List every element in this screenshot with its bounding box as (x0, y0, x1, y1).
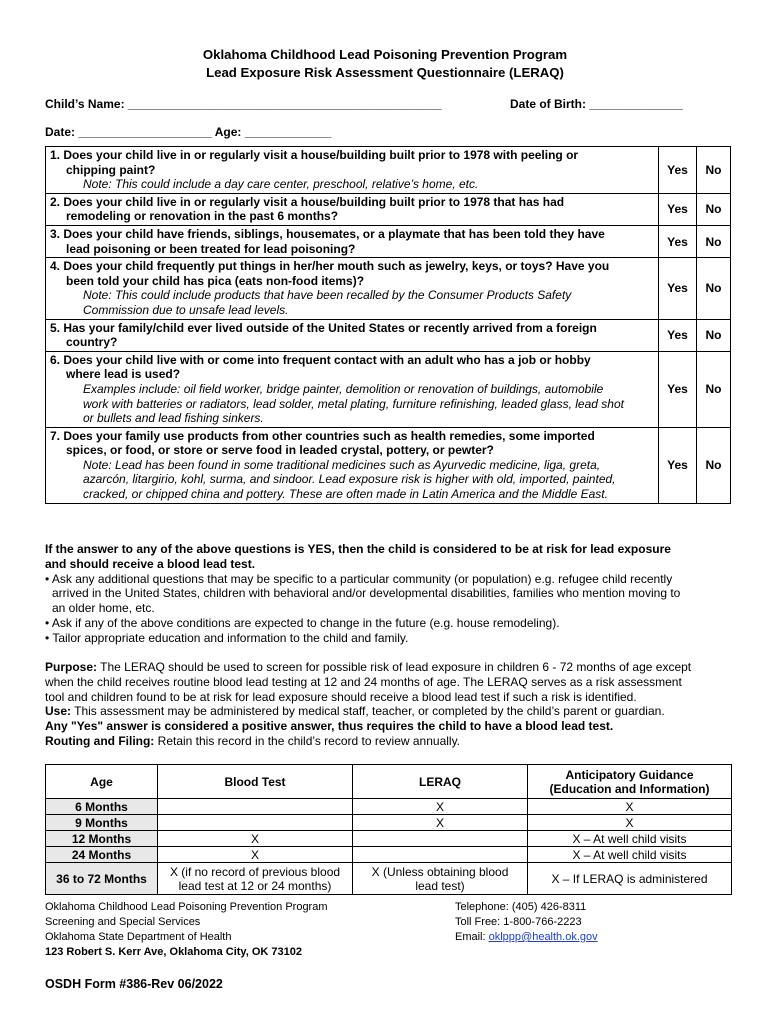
row-age: 9 Months (46, 815, 158, 831)
question-text (46, 319, 659, 351)
question-text (46, 225, 659, 257)
schedule-row (46, 799, 732, 815)
yes-option[interactable]: Yes (659, 258, 697, 319)
question-line: remodeling or renovation in the past 6 months? (66, 209, 339, 224)
page-subtitle: Lead Exposure Risk Assessment Questionnaire (LERAQ) (206, 65, 564, 80)
footer-phone: Telephone: (405) 426-8311 (455, 901, 587, 913)
question-line: 4. Does your child frequently put things in her/her mouth such as jewelry, keys, or toys? Have you (50, 259, 610, 274)
header-blood-test: Blood Test (158, 765, 353, 799)
row-guide: X – At well child visits (528, 831, 732, 847)
row-age: 6 Months (46, 799, 158, 815)
row-age: 36 to 72 Months (46, 863, 158, 895)
question-line: chipping paint? (66, 162, 156, 177)
question-text (46, 258, 659, 319)
question-note: Note: This could include a day care center, preschool, relative’s home, etc. (83, 177, 479, 192)
yes-option[interactable]: Yes (659, 319, 697, 351)
header-age: Age (46, 765, 158, 799)
row-guide: X (528, 815, 732, 831)
row-blood-line-1: X (if no record of previous blood (169, 864, 341, 879)
schedule-row (46, 847, 732, 863)
questionnaire-table (45, 146, 731, 504)
row-leraq (353, 863, 528, 895)
footer-email-label: Email: (455, 931, 489, 943)
question-row (46, 147, 731, 194)
footer-contact (455, 900, 598, 945)
risk-bullet-line: • Tailor appropriate education and information to the child and family. (45, 630, 409, 645)
purpose-line-1: The LERAQ should be used to screen for possible risk of lead exposure in children 6 - 72 months of age except (97, 660, 692, 674)
use-text: This assessment may be administered by medical staff, teacher, or completed by the child’s parent or guardian. (71, 704, 665, 719)
question-row (46, 319, 731, 351)
question-note: or bullets and lead fishing sinkers. (83, 411, 264, 426)
row-age: 24 Months (46, 847, 158, 863)
row-guide: X – At well child visits (528, 847, 732, 863)
question-note: azarcón, litargirio, kohl, surma, and sindoor. Lead exposure risk is higher with old, imported, painted, (83, 472, 616, 487)
question-line: country? (66, 335, 118, 350)
schedule-row (46, 831, 732, 847)
question-text (46, 351, 659, 427)
row-blood-line-2: lead test at 12 or 24 months) (178, 878, 332, 893)
positive-answer-note: Any "Yes" answer is considered a positive answer, thus requires the child to have a blood lead test. (45, 719, 614, 734)
question-note: Commission due to unsafe lead levels. (83, 302, 289, 317)
no-option[interactable]: No (697, 225, 731, 257)
risk-section (45, 542, 735, 646)
header-guidance-line-2: (Education and Information) (549, 781, 710, 796)
question-line: 1. Does your child live in or regularly visit a house/building built prior to 1978 with peeling or (50, 148, 579, 162)
question-note: Note: Lead has been found in some traditional medicines such as Ayurvedic medicine, liga, greta, (83, 457, 601, 472)
no-option[interactable]: No (697, 258, 731, 319)
risk-bullet-line: arrived in the United States, children with behavioral and/or developmental disabilities, families who mention moving to (52, 586, 681, 601)
question-note: Note: This could include products that have been recalled by the Consumer Products Safety (83, 288, 572, 303)
purpose-line-2: when the child receives routine blood lead testing at 12 and 24 months of age. The LERAQ serves as a risk assessment (45, 674, 682, 689)
child-name-field[interactable]: Child’s Name: _______________________________________________ (45, 97, 442, 111)
question-text (46, 193, 659, 225)
schedule-table (45, 764, 732, 895)
routing-label: Routing and Filing: (45, 733, 155, 748)
purpose-label: Purpose: (45, 660, 98, 674)
question-row (46, 258, 731, 319)
row-blood: X (158, 847, 353, 863)
yes-option[interactable]: Yes (659, 225, 697, 257)
question-line: where lead is used? (66, 367, 181, 382)
footer-address: 123 Robert S. Kerr Ave, Oklahoma City, OK 73102 (45, 946, 302, 958)
question-row (46, 225, 731, 257)
row-blood (158, 799, 353, 815)
purpose-section (45, 660, 735, 749)
question-note: work with batteries or radiators, lead solder, metal plating, furniture refinishing, leaded glass, lead shot (83, 396, 624, 411)
question-row (46, 351, 731, 427)
page-title: Oklahoma Childhood Lead Poisoning Prevention Program (202, 47, 568, 62)
row-leraq-line-2: lead test) (415, 878, 465, 893)
question-row (46, 193, 731, 225)
dob-field[interactable]: Date of Birth: ______________ (510, 97, 683, 111)
question-text (46, 427, 659, 503)
header-leraq: LERAQ (353, 765, 528, 799)
footer-tollfree: Toll Free: 1-800-766-2223 (455, 916, 582, 928)
footer-org (45, 900, 328, 960)
footer-org-2: Screening and Special Services (45, 916, 201, 928)
yes-option[interactable]: Yes (659, 351, 697, 427)
header-guidance-line-1: Anticipatory Guidance (565, 767, 694, 782)
no-option[interactable]: No (697, 319, 731, 351)
footer-org-3: Oklahoma State Department of Health (45, 931, 232, 943)
row-blood (158, 815, 353, 831)
question-line: been told your child has pica (eats non-food items)? (66, 273, 365, 288)
question-row (46, 427, 731, 503)
question-note: Examples include: oil field worker, bridge painter, demolition or renovation of buildings, automobile (83, 381, 604, 396)
risk-line-1: If the answer to any of the above questions is YES, then the child is considered to be at risk for lead exposure (45, 542, 671, 556)
yes-option[interactable]: Yes (659, 427, 697, 503)
question-line: 5. Has your family/child ever lived outside of the United States or recently arrived from a foreign (50, 320, 597, 335)
question-line: lead poisoning or been treated for lead poisoning? (66, 241, 356, 256)
risk-bullet-line: an older home, etc. (52, 601, 155, 616)
risk-line-2: and should receive a blood lead test. (45, 556, 256, 571)
no-option[interactable]: No (697, 193, 731, 225)
question-note: cracked, or chipped china and pottery. These are often made in Latin America and the Middle East. (83, 487, 608, 502)
row-guide: X (528, 799, 732, 815)
yes-option[interactable]: Yes (659, 193, 697, 225)
row-leraq-line-1: X (Unless obtaining blood (371, 864, 509, 879)
email-link[interactable]: oklppp@health.ok.gov (488, 931, 598, 943)
row-guide: X – If LERAQ is administered (528, 863, 732, 895)
schedule-row (46, 815, 732, 831)
no-option[interactable]: No (697, 147, 731, 194)
question-text (46, 147, 659, 194)
date-age-field[interactable]: Date: ____________________ Age: _____________ (45, 125, 332, 139)
question-line: 2. Does your child live in or regularly visit a house/building built prior to 1978 that has had (50, 194, 565, 209)
yes-option[interactable]: Yes (659, 147, 697, 194)
row-leraq: X (353, 799, 528, 815)
use-label: Use: (45, 704, 72, 719)
row-age: 12 Months (46, 831, 158, 847)
no-option[interactable]: No (697, 427, 731, 503)
row-leraq (353, 831, 528, 847)
no-option[interactable]: No (697, 351, 731, 427)
footer-org-1: Oklahoma Childhood Lead Poisoning Prevention Program (45, 901, 328, 913)
risk-bullet-line: • Ask if any of the above conditions are expected to change in the future (e.g. house remodeling). (45, 615, 560, 630)
routing-text: Retain this record in the child’s record to review annually. (154, 733, 461, 748)
row-blood: X (158, 831, 353, 847)
row-leraq: X (353, 815, 528, 831)
purpose-line-3: tool and children found to be at risk for lead exposure should receive a blood lead test if such a risk is identified. (45, 689, 637, 704)
question-line: spices, or food, or store or serve food in leaded crystal, pottery, or pewter? (66, 443, 494, 458)
row-blood (158, 863, 353, 895)
row-leraq (353, 847, 528, 863)
question-line: 6. Does your child live with or come into frequent contact with an adult who has a job or hobby (50, 352, 591, 367)
header-guidance (528, 765, 732, 799)
question-line: 3. Does your child have friends, siblings, housemates, or a playmate that has been told they have (50, 226, 605, 241)
question-line: 7. Does your family use products from other countries such as health remedies, some imported (50, 428, 595, 443)
form-number: OSDH Form #386-Rev 06/2022 (45, 977, 223, 991)
risk-bullet-line: • Ask any additional questions that may be specific to a particular community (or population) e.g. refugee child recently (45, 571, 673, 586)
